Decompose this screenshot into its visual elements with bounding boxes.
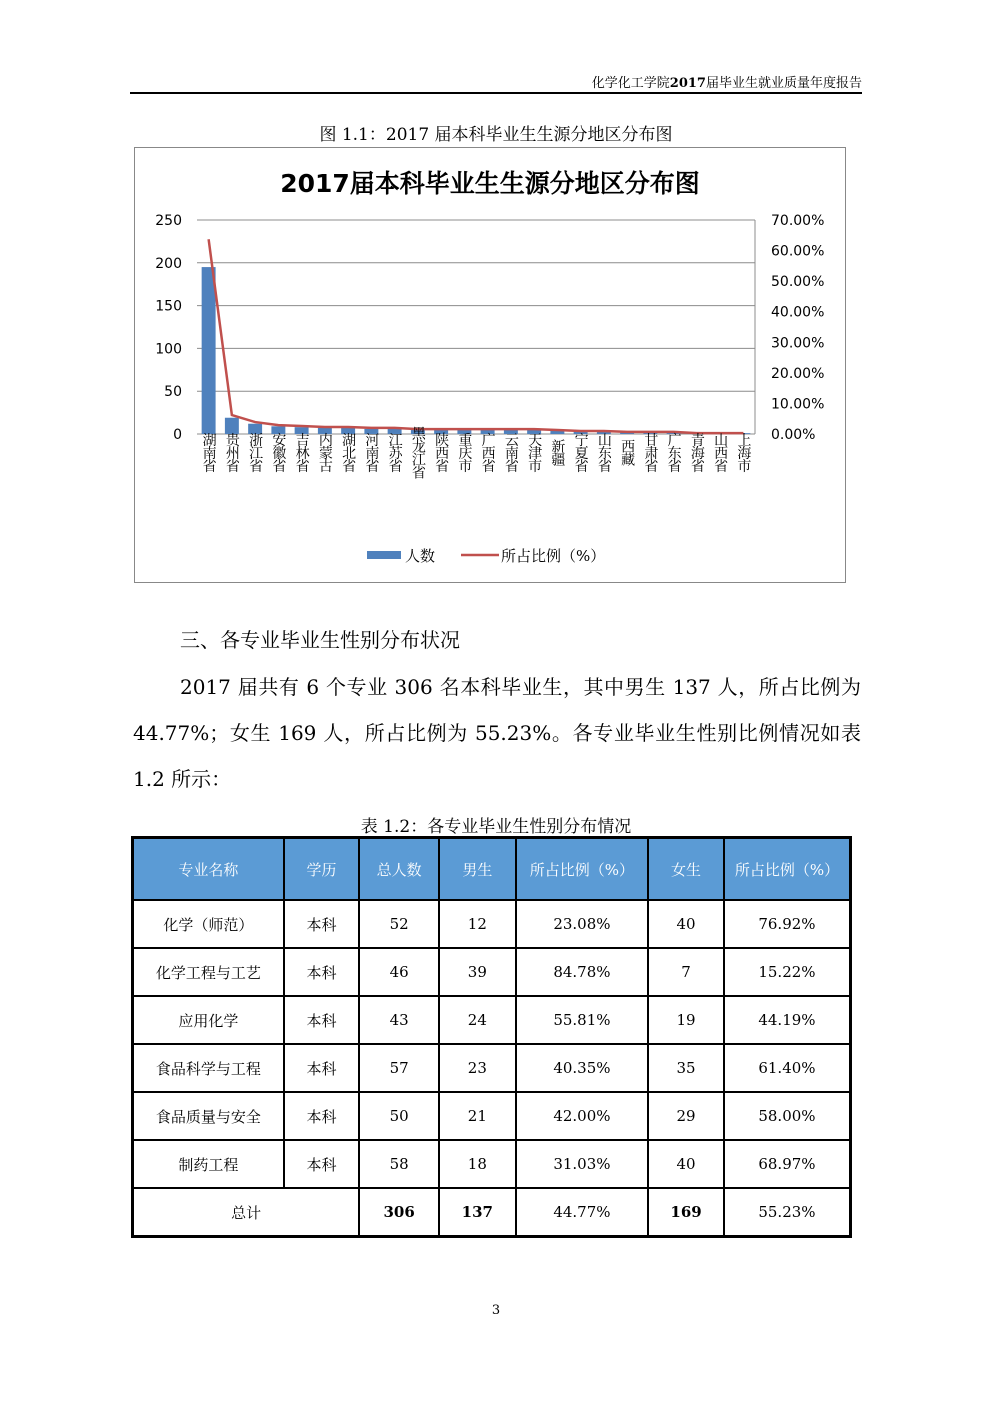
- table-cell: 本科: [284, 1092, 360, 1140]
- table-cell: 食品质量与安全: [133, 1092, 284, 1140]
- chart-container: [134, 147, 846, 583]
- table-cell: 42.00%: [516, 1092, 649, 1140]
- table-cell: 52: [359, 900, 439, 948]
- legend-bar-swatch: [367, 551, 401, 559]
- header-cell: 所占比例（%）: [516, 838, 649, 901]
- header-cell: 女生: [648, 838, 724, 901]
- table-cell: 58.00%: [724, 1092, 851, 1140]
- percentage-line: [209, 239, 744, 433]
- table-cell: 24: [439, 996, 516, 1044]
- table-cell: 84.78%: [516, 948, 649, 996]
- category-label: 河南省: [363, 432, 380, 472]
- category-label: 宁夏省: [572, 432, 589, 472]
- table-row: [133, 1092, 851, 1140]
- table-cell: 39: [439, 948, 516, 996]
- category-label: 云南省: [502, 432, 519, 472]
- table-cell: 31.03%: [516, 1140, 649, 1188]
- table-row: [133, 948, 851, 996]
- table-caption: 表 1.2：各专业毕业生性别分布情况: [360, 817, 632, 837]
- left-tick-label: 100: [155, 341, 182, 358]
- table-cell: 35: [648, 1044, 724, 1092]
- left-tick-label: 150: [155, 298, 182, 315]
- figure-caption: 图 1.1：2017 届本科毕业生生源分地区分布图: [319, 125, 673, 145]
- right-tick-label: 50.00%: [771, 274, 825, 291]
- table-cell: 23.08%: [516, 900, 649, 948]
- chart-title: 2017届本科毕业生生源分地区分布图: [280, 169, 700, 198]
- header-suffix: 届毕业生就业质量年度报告: [705, 76, 862, 91]
- table-cell: 61.40%: [724, 1044, 851, 1092]
- right-tick-label: 70.00%: [771, 213, 825, 229]
- table-cell: 21: [439, 1092, 516, 1140]
- right-tick-label: 40.00%: [771, 304, 825, 321]
- paragraph-text: 2017 届共有 6 个专业 306 名本科毕业生，其中男生 137 人，所占比例为 44.77%；女生 169 人，所占比例为 55.23%。各专业毕业生性别比例情况如表 1.2 所示：: [133, 675, 861, 791]
- table-cell: 40: [648, 1140, 724, 1188]
- category-label: 安徽省: [270, 432, 287, 472]
- region-distribution-chart: [135, 148, 845, 582]
- category-label: 湖南省: [200, 432, 217, 472]
- table-row: [133, 1044, 851, 1092]
- header-year: 2017: [669, 76, 706, 91]
- category-label: 浙江省: [247, 432, 264, 472]
- header-cell: 男生: [439, 838, 516, 901]
- table-cell: 化学（师范）: [133, 900, 284, 948]
- table-cell: 15.22%: [724, 948, 851, 996]
- category-label: 广西省: [479, 432, 496, 472]
- category-label: 甘肃省: [642, 432, 659, 472]
- category-label: 江苏省: [386, 432, 403, 472]
- table-cell: 55.81%: [516, 996, 649, 1044]
- table-cell: 总计: [133, 1188, 360, 1237]
- category-label: 天津市: [526, 432, 543, 472]
- table-cell: 44.19%: [724, 996, 851, 1044]
- table-cell: 46: [359, 948, 439, 996]
- category-label: 西藏: [619, 439, 636, 465]
- category-label: 新疆: [549, 439, 566, 465]
- table-cell: 58: [359, 1140, 439, 1188]
- table-cell: 19: [648, 996, 724, 1044]
- table-row: [133, 1140, 851, 1188]
- left-tick-label: 50: [164, 384, 182, 401]
- table-cell: 本科: [284, 1044, 360, 1092]
- table-cell: 50: [359, 1092, 439, 1140]
- header-cell: 总人数: [359, 838, 439, 901]
- table-cell: 55.23%: [724, 1188, 851, 1237]
- category-label: 内蒙古: [316, 432, 333, 472]
- gender-distribution-table: [131, 836, 852, 1238]
- header-rule: [130, 92, 862, 94]
- table-cell: 本科: [284, 948, 360, 996]
- page-number: 3: [491, 1303, 501, 1318]
- table-cell: 68.97%: [724, 1140, 851, 1188]
- category-label: 陕西省: [433, 432, 450, 472]
- table-cell: 12: [439, 900, 516, 948]
- category-label: 山西省: [712, 432, 729, 472]
- table-cell: 40: [648, 900, 724, 948]
- legend-bar-label: 人数: [405, 547, 436, 565]
- right-tick-label: 20.00%: [771, 365, 825, 382]
- bar: [202, 267, 216, 434]
- table-cell: 食品科学与工程: [133, 1044, 284, 1092]
- table-cell: 76.92%: [724, 900, 851, 948]
- table-cell: 44.77%: [516, 1188, 649, 1237]
- category-label: 青海省: [688, 432, 705, 472]
- category-label: 广东省: [665, 432, 682, 472]
- table-cell: 23: [439, 1044, 516, 1092]
- table-total-row: [133, 1188, 851, 1237]
- category-label: 湖北省: [340, 432, 357, 472]
- table-cell: 169: [648, 1188, 724, 1237]
- table-cell: 18: [439, 1140, 516, 1188]
- right-tick-label: 10.00%: [771, 396, 825, 413]
- table-header-row: [133, 838, 851, 901]
- right-tick-label: 60.00%: [771, 243, 825, 260]
- category-label: 贵州省: [223, 432, 240, 472]
- left-tick-label: 250: [155, 213, 182, 229]
- table-cell: 化学工程与工艺: [133, 948, 284, 996]
- header-cell: 专业名称: [133, 838, 284, 901]
- category-label: 重庆市: [456, 432, 473, 472]
- header-prefix: 化学化工学院: [591, 76, 670, 91]
- table-cell: 40.35%: [516, 1044, 649, 1092]
- table-cell: 306: [359, 1188, 439, 1237]
- category-label: 吉林省: [293, 432, 310, 472]
- table-cell: 制药工程: [133, 1140, 284, 1188]
- left-tick-label: 200: [155, 255, 182, 272]
- table-cell: 7: [648, 948, 724, 996]
- table-row: [133, 900, 851, 948]
- table-cell: 137: [439, 1188, 516, 1237]
- table-cell: 本科: [284, 996, 360, 1044]
- section-title: 三、各专业毕业生性别分布状况: [180, 628, 460, 652]
- table-cell: 43: [359, 996, 439, 1044]
- category-label: 山东省: [595, 432, 612, 472]
- header-cell: 所占比例（%）: [724, 838, 851, 901]
- right-tick-label: 0.00%: [771, 427, 816, 443]
- table-cell: 本科: [284, 1140, 360, 1188]
- table-cell: 本科: [284, 900, 360, 948]
- table-row: [133, 996, 851, 1044]
- right-tick-label: 30.00%: [771, 335, 825, 352]
- body-paragraph: [133, 664, 861, 802]
- category-label: 黑龙江省: [409, 426, 426, 478]
- legend-line-label: 所占比例（%）: [501, 547, 606, 565]
- left-tick-label: 0: [173, 427, 182, 443]
- table-cell: 29: [648, 1092, 724, 1140]
- table-cell: 应用化学: [133, 996, 284, 1044]
- running-header: [592, 72, 862, 91]
- category-label: 上海市: [735, 432, 752, 472]
- header-cell: 学历: [284, 838, 360, 901]
- table-cell: 57: [359, 1044, 439, 1092]
